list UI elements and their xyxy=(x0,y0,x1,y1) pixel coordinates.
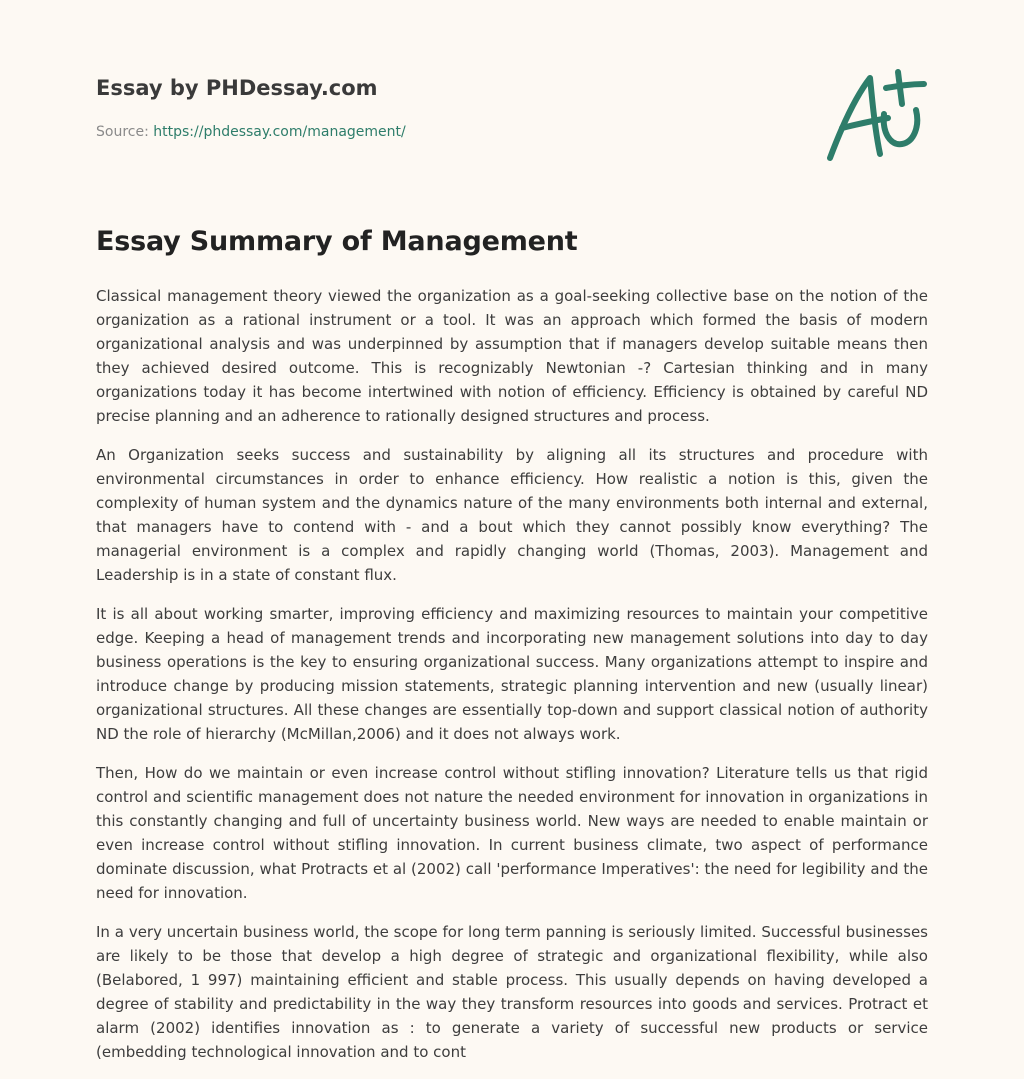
essay-body xyxy=(96,284,928,1079)
site-brand: Essay by PHDessay.com xyxy=(96,76,378,100)
essay-paragraph: It is all about working smarter, improving efficiency and maximizing resources to maintain your competitive edge. Keeping a head of management trends and incorporating new management solutions into day to day business operations is the key to ensuring organizational success. Many organizations attempt to inspire and introduce change by producing mission statements, strategic planning intervention and new (usually linear) organizational structures. All these changes are essentially top-down and support classical notion of authority ND the role of hierarchy (McMillan,2006) and it does not always work. xyxy=(96,605,928,743)
essay-paragraph: An Organization seeks success and sustainability by aligning all its structures and procedure with environmental circumstances in order to enhance efficiency. How realistic a notion is this, given the complexity of human system and the dynamics nature of the many environments both internal and external, that managers have to contend with - and a bout which they cannot possibly know everything? The managerial environment is a complex and rapidly changing world (Thomas, 2003). Management and Leadership is in a state of constant flux. xyxy=(96,446,928,584)
essay-paragraph: Classical management theory viewed the organization as a goal-seeking collective base on the notion of the organization as a rational instrument or a tool. It was an approach which formed the basis of modern organizational analysis and was underpinned by assumption that if managers develop suitable means then they achieved desired outcome. This is recognizably Newtonian -? Cartesian thinking and in many organizations today it has become intertwined with notion of efficiency. Efficiency is obtained by careful ND precise planning and an adherence to rationally designed structures and process. xyxy=(96,287,928,425)
essay-title: Essay Summary of Management xyxy=(96,226,578,257)
essay-paragraph: In a very uncertain business world, the scope for long term panning is seriously limited. Successful businesses are likely to be those that develop a high degree of strategic and organizational flexibility, while also (Belabored, 1 997) maintaining efficient and stable process. This usually depends on having developed a degree of stability and predictability in the way they transform resources into goods and services. Protract et alarm (2002) identifies innovation as : to generate a variety of successful new products or service (embedding technological innovation and to cont xyxy=(96,923,928,1061)
source-link[interactable]: https://phdessay.com/management/ xyxy=(153,124,406,140)
essay-paragraph: Then, How do we maintain or even increase control without stifling innovation? Literature tells us that rigid control and scientific management does not nature the needed environment for innovation in organizations in this constantly changing and full of uncertainty business world. New ways are needed to enable maintain or even increase control without stifling innovation. In current business climate, two aspect of performance dominate discussion, what Protracts et al (2002) call 'performance Imperatives': the need for legibility and the need for innovation. xyxy=(96,764,928,902)
a-plus-logo-icon xyxy=(820,66,930,166)
source-label: Source: xyxy=(96,124,149,140)
source-line xyxy=(96,124,406,140)
